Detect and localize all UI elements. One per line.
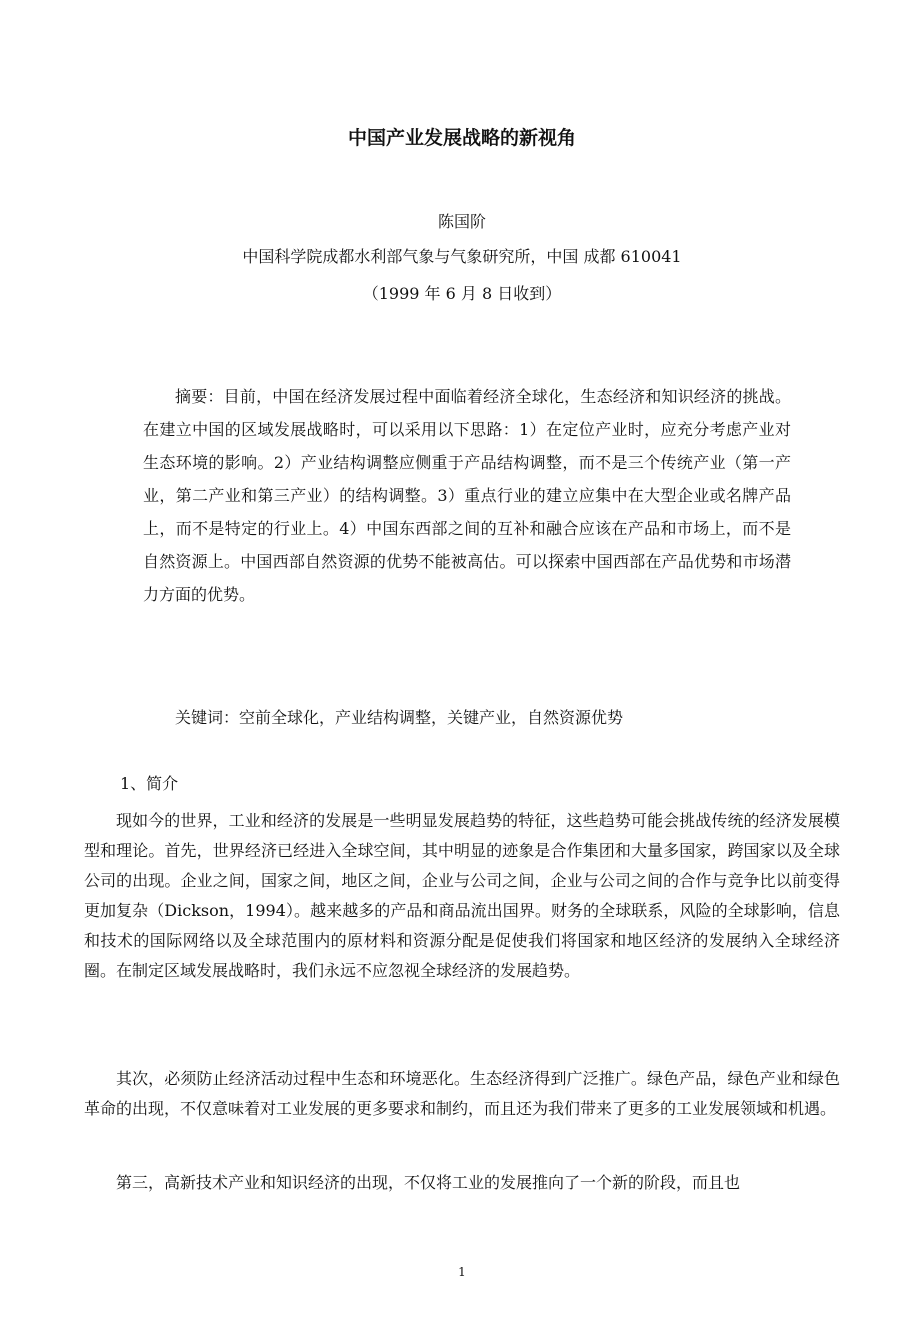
paper-title: 中国产业发展战略的新视角 — [347, 127, 576, 149]
section-heading-introduction: 1、简介 — [120, 774, 179, 793]
page-number: 1 — [458, 1265, 466, 1279]
body-paragraph-2: 其次，必须防止经济活动过程中生态和环境恶化。生态经济得到广泛推广。绿色产品，绿色产业和绿色革命的出现，不仅意味着对工业发展的更多要求和制约，而且还为我们带来了更多的工业发展领域和机遇。 — [84, 1069, 840, 1118]
author-name: 陈国阶 — [437, 212, 486, 231]
body-paragraph-3: 第三，高新技术产业和知识经济的出现，不仅将工业的发展推向了一个新的阶段，而且也 — [116, 1173, 741, 1192]
keywords: 关键词：空前全球化，产业结构调整，关键产业，自然资源优势 — [175, 708, 624, 727]
abstract: 摘要：目前，中国在经济发展过程中面临着经济全球化，生态经济和知识经济的挑战。在建立中国的区域发展战略时，可以采用以下思路：1）在定位产业时，应充分考虑产业对生态环境的影响。2）产业结构调整应侧重于产品结构调整，而不是三个传统产业（第一产业，第二产业和第三产业）的结构调整。3）重点行业的建立应集中在大型企业或名牌产品上，而不是特定的行业上。4）中国东西部之间的互补和融合应该在产品和市场上，而不是自然资源上。中国西部自然资源的优势不能被高估。可以探索中国西部在产品优势和市场潜力方面的优势。 — [143, 387, 791, 604]
author-affiliation: 中国科学院成都水利部气象与气象研究所，中国 成都 610041 — [242, 247, 682, 266]
body-paragraph-1: 现如今的世界，工业和经济的发展是一些明显发展趋势的特征，这些趋势可能会挑战传统的经济发展模型和理论。首先，世界经济已经进入全球空间，其中明显的迹象是合作集团和大量多国家，跨国家以及全球公司的出现。企业之间，国家之间，地区之间，企业与公司之间，企业与公司之间的合作与竞争比以前变得更加复杂（Dickson，1994）。越来越多的产品和商品流出国界。财务的全球联系，风险的全球影响，信息和技术的国际网络以及全球范围内的原材料和资源分配是促使我们将国家和地区经济的发展纳入全球经济圈。在制定区域发展战略时，我们永远不应忽视全球经济的发展趋势。 — [84, 811, 840, 980]
received-date: （1999 年 6 月 8 日收到） — [362, 284, 562, 303]
